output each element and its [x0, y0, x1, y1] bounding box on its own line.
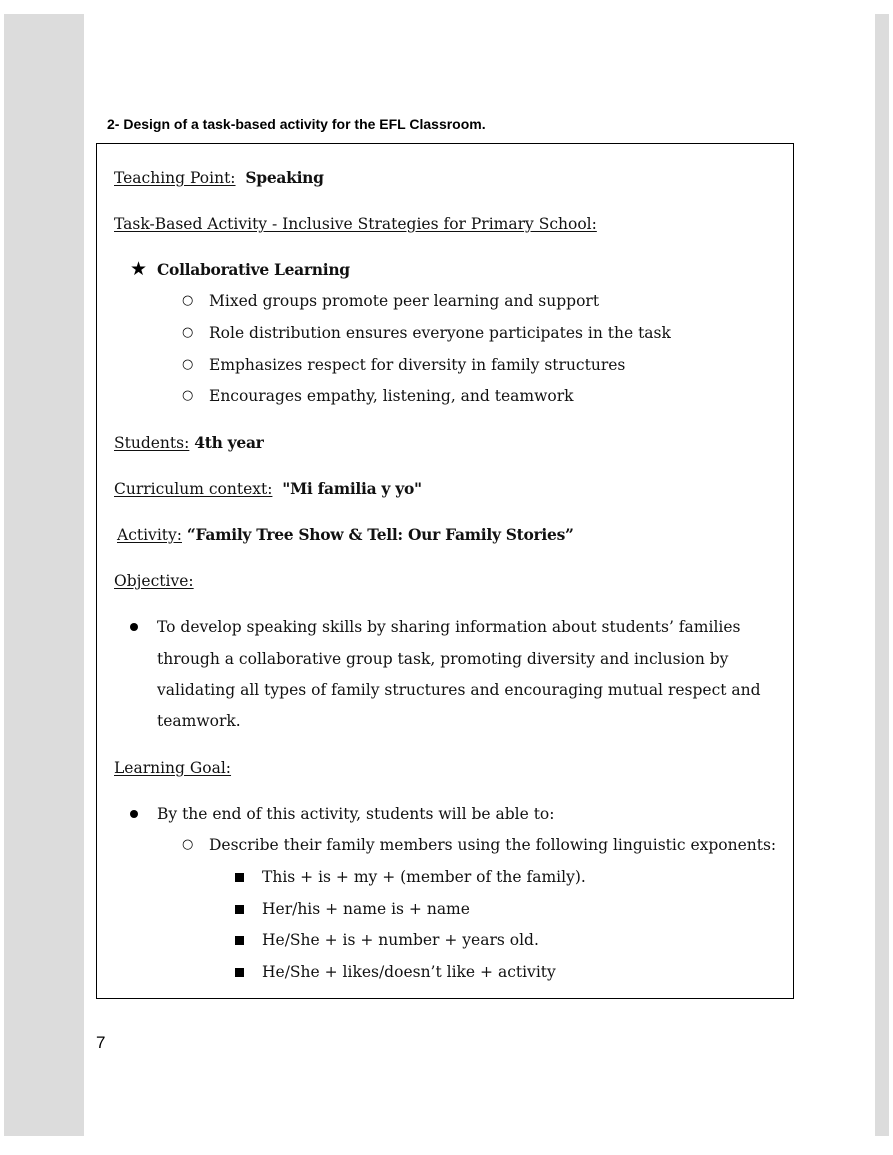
activity-value: “Family Tree Show & Tell: Our Family Stories”: [186, 525, 574, 544]
star-bullet-icon: ★: [130, 258, 148, 280]
curriculum-value: "Mi familia y yo": [282, 479, 422, 498]
teaching-point-label: Teaching Point:: [114, 169, 236, 187]
learning-goal-intro: By the end of this activity, students will be able to:: [157, 805, 555, 823]
collaborative-item: Emphasizes respect for diversity in family structures: [209, 356, 626, 374]
disc-bullet-icon: [130, 623, 138, 631]
exponent-item: He/She + likes/doesn’t like + activity: [262, 963, 556, 981]
learning-goal-label: Learning Goal:: [114, 759, 232, 777]
activity-row: [117, 525, 574, 545]
curriculum-label: Curriculum context:: [114, 480, 273, 498]
objective-line: To develop speaking skills by sharing information about students’ families: [157, 618, 741, 636]
teaching-point-value: Speaking: [245, 168, 324, 187]
students-value: 4th year: [194, 433, 264, 452]
square-bullet-icon: [235, 968, 244, 977]
students-label: Students:: [114, 434, 190, 452]
circle-bullet-icon: ○: [182, 388, 194, 403]
right-margin-bar: [875, 14, 889, 1136]
objective-label: Objective:: [114, 572, 194, 590]
circle-bullet-icon: ○: [182, 325, 194, 340]
collaborative-item: Encourages empathy, listening, and teamwork: [209, 387, 574, 405]
exponent-item: He/She + is + number + years old.: [262, 931, 539, 949]
objective-line: through a collaborative group task, promoting diversity and inclusion by: [157, 650, 729, 668]
square-bullet-icon: [235, 936, 244, 945]
collaborative-item: Mixed groups promote peer learning and support: [209, 292, 600, 310]
collaborative-title: Collaborative Learning: [157, 260, 350, 279]
square-bullet-icon: [235, 905, 244, 914]
students-row: [114, 433, 264, 453]
section-title: 2- Design of a task-based activity for the EFL Classroom.: [107, 116, 486, 132]
curriculum-row: [114, 479, 422, 499]
circle-bullet-icon: ○: [182, 837, 194, 852]
exponent-item: Her/his + name is + name: [262, 900, 470, 918]
page-number: 7: [96, 1033, 106, 1052]
learning-goal-sub: Describe their family members using the following linguistic exponents:: [209, 836, 777, 854]
circle-bullet-icon: ○: [182, 357, 194, 372]
objective-line: validating all types of family structures and encouraging mutual respect and: [157, 681, 761, 699]
activity-label: Activity:: [117, 526, 182, 544]
exponent-item: This + is + my + (member of the family).: [262, 868, 586, 886]
circle-bullet-icon: ○: [182, 293, 194, 308]
objective-line: teamwork.: [157, 712, 241, 730]
square-bullet-icon: [235, 873, 244, 882]
disc-bullet-icon: [130, 810, 138, 818]
collaborative-item: Role distribution ensures everyone participates in the task: [209, 324, 671, 342]
left-margin-bar: [4, 14, 84, 1136]
task-heading: Task-Based Activity - Inclusive Strategies for Primary School:: [114, 215, 597, 233]
teaching-point-row: [114, 168, 324, 188]
